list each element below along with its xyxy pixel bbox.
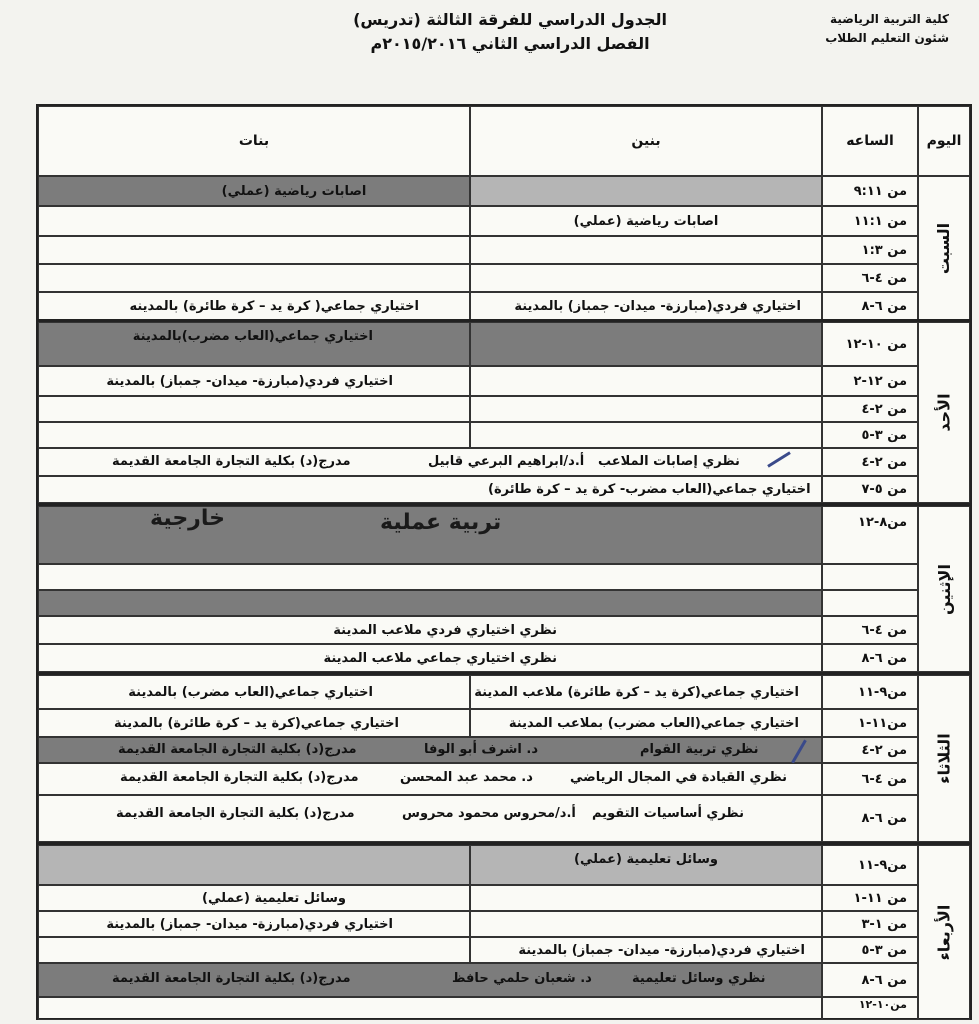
time-cell: من١٠-١٢ — [822, 997, 918, 1020]
schedule-cell-girls — [38, 366, 470, 396]
entry-text: اختياري جماعي(كرة يد – كرة طائرة) ملاعب المدينة — [474, 684, 799, 700]
semester-title: الفصل الدراسي الثاني ٢٠١٥/٢٠١٦م — [370, 34, 650, 53]
entry-text: نظري إصابات الملاعب — [598, 454, 740, 469]
time-cell: من٩-١١ — [822, 675, 918, 709]
document-title-block — [353, 8, 667, 56]
entry-text: د. اشرف أبو الوفا — [424, 742, 538, 757]
time-cell: من ١-٣ — [822, 911, 918, 937]
schedule-cell-girls — [38, 206, 470, 236]
time-cell: من ١٠-١٢ — [822, 322, 918, 366]
entry-text: د. شعبان حلمي حافظ — [452, 971, 592, 986]
time-cell: من ١١:١ — [822, 206, 918, 236]
schedule-cell-girls — [38, 885, 470, 911]
time-cell: من ١١-١ — [822, 885, 918, 911]
time-cell: من ٥-٧ — [822, 476, 918, 503]
entry-text: مدرج(د) بكلية التجارة الجامعة القديمة — [116, 806, 355, 821]
schedule-cell-girls — [38, 322, 470, 366]
schedule-cell-girls — [38, 264, 470, 292]
schedule-cell-shared — [38, 564, 822, 590]
time-cell: من٨-١٢ — [822, 506, 918, 564]
time-cell: من ٢-٤ — [822, 396, 918, 422]
day-label: الإثنين — [934, 563, 954, 615]
schedule-cell-boys — [470, 322, 822, 366]
schedule-cell-girls — [38, 709, 470, 737]
day-label: الأحد — [934, 393, 954, 432]
schedule-cell-boys — [470, 264, 822, 292]
time-cell: من ٣-٥ — [822, 422, 918, 448]
day-cell-wednesday — [918, 845, 970, 1020]
entry-text: نظري أساسيات التقويم — [592, 806, 744, 821]
schedule-cell-boys — [470, 366, 822, 396]
time-cell: من ٣-٥ — [822, 937, 918, 963]
time-cell — [822, 564, 918, 590]
time-cell: من ٦-٨ — [822, 292, 918, 320]
entry-text: وسائل تعليمية (عملي) — [202, 890, 346, 906]
time-cell: من ١:٣ — [822, 236, 918, 264]
faculty-name: كلية التربية الرياضية — [830, 12, 949, 26]
entry-text: اصابات رياضية (عملي) — [573, 213, 719, 229]
schedule-cell-boys — [470, 396, 822, 422]
entry-text: خارجية — [150, 506, 225, 531]
day-label: السبت — [934, 222, 954, 274]
day-cell-sunday — [918, 322, 970, 503]
schedule-cell-girls — [38, 422, 470, 448]
time-cell: من ٢-٤ — [822, 737, 918, 763]
entry-text: نظري القيادة في المجال الرياضي — [570, 770, 788, 785]
schedule-cell-girls — [38, 937, 470, 963]
time-cell: من ٤-٦ — [822, 763, 918, 795]
time-cell: من ٦-٨ — [822, 795, 918, 842]
schedule-cell-boys — [470, 937, 822, 963]
day-cell-tuesday — [918, 675, 970, 842]
entry-text: مدرج(د) بكلية التجارة الجامعة القديمة — [120, 770, 359, 785]
schedule-cell-girls — [38, 176, 470, 206]
schedule-cell-boys — [470, 709, 822, 737]
schedule-cell-boys — [470, 206, 822, 236]
entry-text: أ.د/ابراهيم البرعي قابيل — [428, 454, 585, 469]
entry-text: اختياري جماعي(كرة يد – كرة طائرة) بالمدينة — [114, 715, 399, 731]
faculty-header — [825, 10, 949, 48]
day-cell-saturday — [918, 176, 970, 320]
entry-text: نظري اختياري جماعي ملاعب المدينة — [323, 650, 557, 666]
schedule-cell-boys — [470, 675, 822, 709]
schedule-cell-boys — [470, 885, 822, 911]
entry-text: اختياري جماعي( كرة يد – كرة طائرة) بالمدينه — [129, 298, 419, 314]
time-cell: من٩-١١ — [822, 845, 918, 885]
document-title: الجدول الدراسي للفرقة الثالثة (تدريس) — [353, 10, 667, 29]
time-cell: من ٩:١١ — [822, 176, 918, 206]
time-cell: من ٢-٤ — [822, 448, 918, 476]
entry-text: د. محمد عبد المحسن — [400, 770, 533, 785]
schedule-cell-girls — [38, 911, 470, 937]
schedule-cell-boys — [470, 176, 822, 206]
time-cell: من ٤-٦ — [822, 616, 918, 644]
entry-text: اختياري جماعي(العاب مضرب) بالمدينة — [128, 684, 373, 700]
column-header-time: الساعه — [822, 106, 918, 176]
entry-text: اختياري فردي(مبارزة- ميدان- جمباز) بالمدينة — [514, 298, 801, 314]
time-cell: من ٦-٨ — [822, 963, 918, 997]
entry-text: اختياري فردي(مبارزة- ميدان- جمباز) بالمدينة — [518, 942, 805, 958]
day-label: الثلاثاء — [934, 733, 954, 784]
schedule-cell-shared — [38, 616, 822, 644]
entry-text: اختياري جماعي(العاب مضرب- كرة يد – كرة طائرة) — [488, 482, 811, 497]
schedule-cell-girls — [38, 845, 470, 885]
schedule-cell-boys — [470, 845, 822, 885]
entry-text: تربية عملية — [380, 510, 502, 535]
schedule-cell-shared — [38, 997, 822, 1020]
entry-text: اختياري فردي(مبارزة- ميدان- جمباز) بالمدينة — [106, 373, 393, 389]
entry-text: نظري تربية القوام — [640, 742, 759, 757]
column-header-day: اليوم — [918, 106, 970, 176]
time-cell — [822, 590, 918, 616]
entry-text: مدرج(د) بكلية التجارة الجامعة القديمة — [112, 971, 351, 986]
day-label: الأربعاء — [934, 904, 954, 961]
schedule-cell-girls — [38, 396, 470, 422]
schedule-cell-girls — [38, 675, 470, 709]
schedule-cell-girls — [38, 236, 470, 264]
entry-text: اصابات رياضية (عملي) — [221, 183, 367, 199]
schedule-cell-boys — [470, 236, 822, 264]
schedule-cell-shared — [38, 590, 822, 616]
schedule-cell-boys — [470, 292, 822, 320]
day-cell-monday — [918, 506, 970, 672]
time-cell: من١١-١ — [822, 709, 918, 737]
entry-text: نظري وسائل تعليمية — [632, 971, 766, 986]
entry-text: أ.د/محروس محمود محروس — [402, 806, 576, 821]
entry-text: مدرج(د) بكلية التجارة الجامعة القديمة — [112, 454, 351, 469]
column-header-boys: بنين — [470, 106, 822, 176]
column-header-girls: بنات — [38, 106, 470, 176]
time-cell: من ٤-٦ — [822, 264, 918, 292]
schedule-cell-shared — [38, 644, 822, 672]
entry-text: اختياري جماعي(العاب مضرب) بملاعب المدينة — [508, 715, 799, 731]
entry-text: نظري اختياري فردي ملاعب المدينة — [333, 622, 557, 638]
schedule-cell-boys — [470, 911, 822, 937]
entry-text: وسائل تعليمية (عملي) — [574, 852, 718, 867]
entry-text: اختياري فردي(مبارزة- ميدان- جمباز) بالمدينة — [106, 916, 393, 932]
schedule-cell-girls — [38, 292, 470, 320]
time-cell: من ٦-٨ — [822, 644, 918, 672]
time-cell: من ١٢-٢ — [822, 366, 918, 396]
entry-text: مدرج(د) بكلية التجارة الجامعة القديمة — [118, 742, 357, 757]
schedule-cell-boys — [470, 422, 822, 448]
entry-text: اختياري جماعي(العاب مضرب)بالمدينة — [132, 329, 373, 344]
department-name: شئون التعليم الطلاب — [825, 31, 949, 45]
